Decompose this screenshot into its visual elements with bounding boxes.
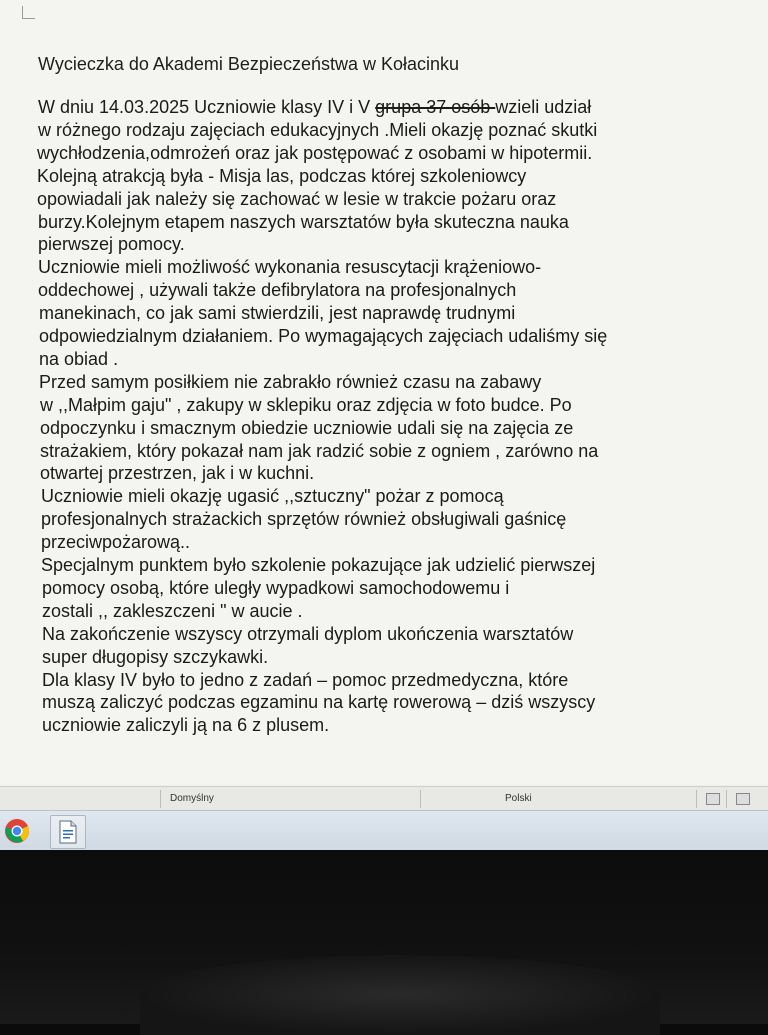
- document-line: w różnego rodzaju zajęciach edukacyjnych .Mieli okazję poznać skutki: [38, 119, 598, 140]
- document-line: profesjonalnych strażackich sprzętów również obsługiwali gaśnicę: [41, 509, 567, 530]
- status-separator: [420, 790, 421, 808]
- document-line: strażakiem, który pokazał nam jak radzić sobie z ogniem , zarówno na: [40, 440, 599, 461]
- document-line: wychłodzenia,odmrożeń oraz jak postępować z osobami w hipotermii.: [37, 142, 593, 163]
- document-line: burzy.Kolejnym etapem naszych warsztatów była skuteczna nauka: [38, 211, 569, 232]
- page-style-indicator[interactable]: Domyślny: [170, 793, 214, 804]
- page-corner-mark: [22, 6, 35, 19]
- document-line: odpoczynku i smacznym obiedzie uczniowie udali się na zajęcia ze: [40, 417, 574, 438]
- document-line: uczniowie zaliczyli ją na 6 z plusem.: [42, 715, 330, 736]
- struck-through-text: grupa 37 osób: [375, 97, 496, 117]
- document-line: w ,,Małpim gaju" , zakupy w sklepiku oraz zdjęcia w foto budce. Po: [40, 394, 572, 415]
- writer-document-icon: [58, 820, 78, 844]
- status-separator: [160, 790, 161, 808]
- chrome-icon: [4, 818, 30, 844]
- document-title: Wycieczka do Akademi Bezpieczeństwa w Kołacinku: [38, 54, 460, 74]
- document-line-text: wzieli udział: [495, 97, 592, 117]
- document-line: pierwszej pomocy.: [38, 234, 185, 255]
- taskbar-writer-button[interactable]: [50, 815, 86, 849]
- document-line: Kolejną atrakcją była - Misja las, podczas której szkoleniowcy: [37, 165, 527, 186]
- document-line: Specjalnym punktem było szkolenie pokazujące jak udzielić pierwszej: [41, 555, 596, 575]
- document-line: oddechowej , używali także defibrylatora na profesjonalnych: [38, 280, 517, 301]
- document-line-text: W dniu 14.03.2025 Uczniowie klasy IV i V: [38, 97, 376, 117]
- language-indicator[interactable]: Polski: [505, 793, 532, 804]
- document-line: pomocy osobą, które uległy wypadkowi samochodowemu i: [42, 577, 510, 598]
- taskbar-chrome-button[interactable]: [0, 815, 34, 847]
- status-separator: [696, 790, 697, 808]
- document-line: przeciwpożarową..: [41, 532, 191, 553]
- document-line: muszą zaliczyć podczas egzaminu na kartę rowerową – dziś wszyscy: [42, 692, 596, 713]
- monitor-stand: [140, 955, 660, 1035]
- document-line: manekinach, co jak sami stwierdzili, jest naprawdę trudnymi: [39, 303, 516, 324]
- document-line: [38, 96, 591, 118]
- taskbar: [0, 810, 768, 850]
- document-line: odpowiedzialnym działaniem. Po wymagających zajęciach udaliśmy się: [39, 326, 608, 346]
- save-status-icon[interactable]: [706, 793, 720, 805]
- document-line: super długopisy szczykawki.: [42, 646, 269, 667]
- signature-status-icon[interactable]: [736, 793, 750, 805]
- document-line: Przed samym posiłkiem nie zabrakło również czasu na zabawy: [39, 371, 542, 392]
- document-line: Uczniowie mieli okazję ugasić ,,sztuczny" pożar z pomocą: [41, 486, 504, 507]
- status-separator: [726, 790, 727, 808]
- document-line: opowiadali jak należy się zachować w lesie w trakcie pożaru oraz: [37, 188, 557, 209]
- document-line: zostali ,, zakleszczeni " w aucie .: [42, 600, 303, 621]
- document-line: Uczniowie mieli możliwość wykonania resuscytacji krążeniowo-: [38, 257, 542, 278]
- document-line: na obiad .: [39, 348, 119, 369]
- status-bar: [0, 786, 768, 811]
- document-line: otwartej przestrzen, jak i w kuchni.: [40, 463, 315, 484]
- document-line: Na zakończenie wszyscy otrzymali dyplom ukończenia warsztatów: [42, 623, 574, 644]
- document-line: Dla klasy IV było to jedno z zadań – pomoc przedmedyczna, które: [42, 669, 569, 690]
